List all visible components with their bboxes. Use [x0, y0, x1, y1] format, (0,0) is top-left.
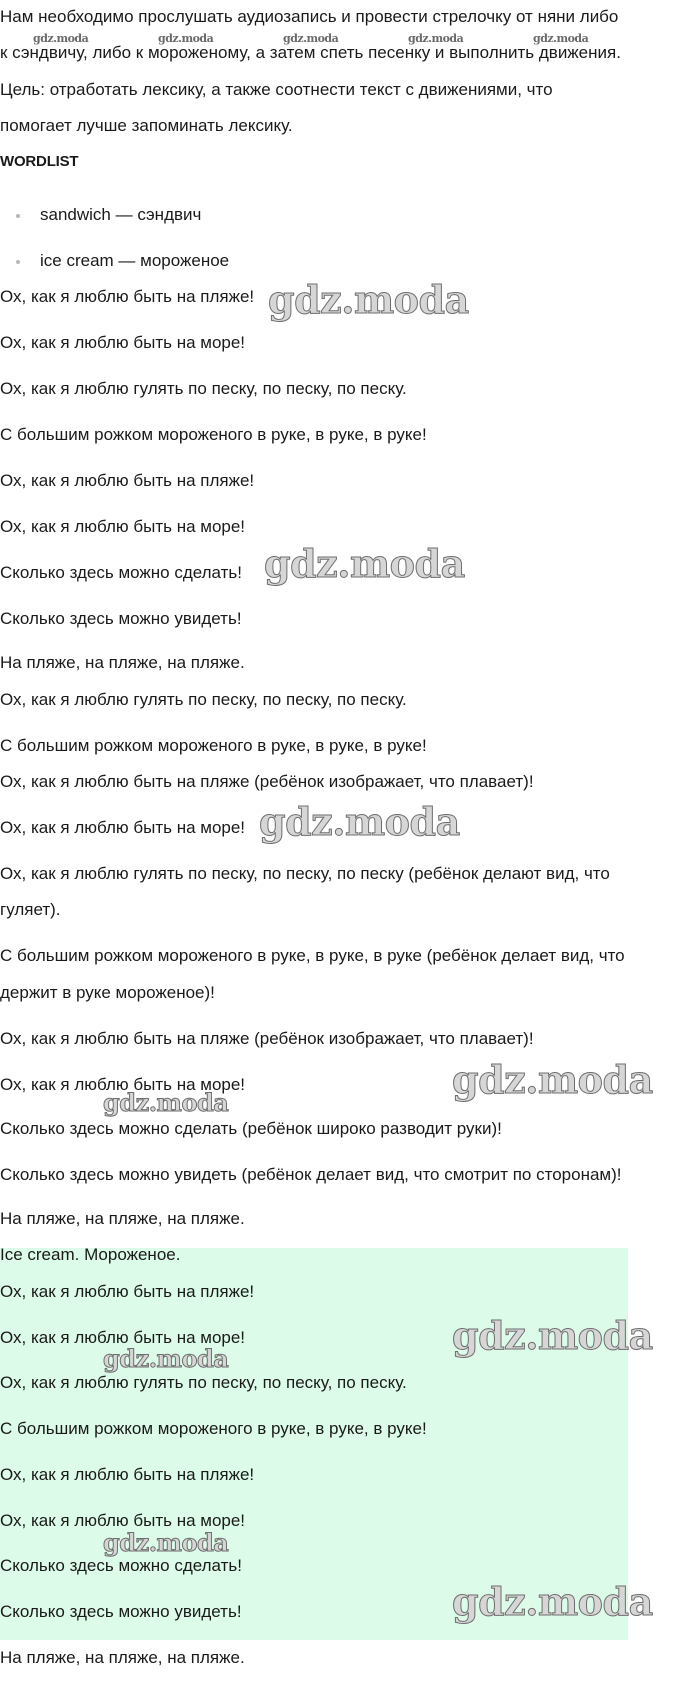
watermark: gdz.moda	[103, 1528, 229, 1557]
highlighted-line: На пляже, на пляже, на пляже.	[0, 1648, 245, 1667]
song-line: Сколько здесь можно сделать (ребёнок широко разводит руки)!	[0, 1119, 502, 1138]
song-line: Сколько здесь можно увидеть (ребёнок делает вид, что смотрит по сторонам)!	[0, 1165, 622, 1184]
song-line: Ох, как я люблю быть на пляже (ребёнок изображает, что плавает)!	[0, 1029, 534, 1048]
song-line: Ice cream. Мороженое.	[0, 1245, 181, 1264]
song-line: Ох, как я люблю быть на море!	[0, 1075, 246, 1094]
song-line: Ох, как я люблю быть на море!	[0, 818, 246, 837]
song-line: Ох, как я люблю гулять по песку, по песку, по песку.	[0, 379, 407, 398]
highlighted-block	[0, 1248, 628, 1640]
highlighted-line: Ох, как я люблю быть на море!	[0, 1511, 246, 1530]
song-line: Ох, как я люблю гулять по песку, по песку, по песку (ребёнок делают вид, что	[0, 864, 610, 883]
song-line: Ох, как я люблю быть на пляже (ребёнок изображает, что плавает)!	[0, 772, 534, 791]
wordlist-item: ice cream — мороженое	[40, 251, 230, 270]
wordlist-item: sandwich — сэндвич	[40, 205, 202, 224]
highlighted-line: Ох, как я люблю быть на море!	[0, 1328, 246, 1347]
song-line: гуляет).	[0, 900, 61, 919]
song-line: Ох, как я люблю быть на море!	[0, 517, 246, 536]
watermark: gdz.moda	[264, 541, 465, 586]
watermark: gdz.moda	[33, 32, 89, 45]
song-line: Ох, как я люблю быть на пляже!	[0, 287, 255, 306]
song-line: держит в руке мороженое)!	[0, 983, 215, 1002]
song-line: Ох, как я люблю гулять по песку, по песку, по песку.	[0, 690, 407, 709]
watermark: gdz.moda	[158, 32, 214, 45]
song-line: С большим рожком мороженого в руке, в руке, в руке (ребёнок делает вид, что	[0, 946, 625, 965]
watermark: gdz.moda	[283, 32, 339, 45]
highlighted-line: Ох, как я люблю гулять по песку, по песку, по песку.	[0, 1373, 407, 1392]
song-line: С большим рожком мороженого в руке, в руке, в руке!	[0, 425, 427, 444]
song-line: С большим рожком мороженого в руке, в руке, в руке!	[0, 736, 427, 755]
highlighted-line: Ох, как я люблю быть на пляже!	[0, 1282, 255, 1301]
song-line: Сколько здесь можно сделать!	[0, 563, 243, 582]
list-bullet	[16, 260, 20, 264]
watermark: gdz.moda	[268, 277, 469, 322]
intro-text-line-2: к сэндвичу, либо к мороженому, а затем спеть песенку и выполнить движения.	[0, 43, 621, 62]
song-line: На пляже, на пляже, на пляже.	[0, 653, 245, 672]
highlighted-line: Сколько здесь можно сделать!	[0, 1556, 243, 1575]
song-line: На пляже, на пляже, на пляже.	[0, 1209, 245, 1228]
watermark: gdz.moda	[533, 32, 589, 45]
watermark: gdz.moda	[259, 799, 460, 844]
wordlist-title: WORDLIST	[0, 153, 79, 170]
song-line: Ох, как я люблю быть на море!	[0, 333, 246, 352]
song-line: Сколько здесь можно увидеть!	[0, 609, 242, 628]
highlighted-line: Ох, как я люблю быть на пляже!	[0, 1465, 255, 1484]
watermark: gdz.moda	[103, 1344, 229, 1373]
intro-text-line-1: Нам необходимо прослушать аудиозапись и провести стрелочку от няни либо	[0, 7, 619, 26]
watermark: gdz.moda	[103, 1088, 229, 1117]
goal-text-line-2: помогает лучше запоминать лексику.	[0, 116, 293, 135]
watermark: gdz.moda	[452, 1057, 653, 1102]
watermark: gdz.moda	[408, 32, 464, 45]
highlighted-line: С большим рожком мороженого в руке, в руке, в руке!	[0, 1419, 427, 1438]
highlighted-line: Сколько здесь можно увидеть!	[0, 1602, 242, 1621]
goal-text-line-1: Цель: отработать лексику, а также соотнести текст с движениями, что	[0, 80, 553, 99]
watermark: gdz.moda	[452, 1579, 653, 1624]
list-bullet	[16, 214, 20, 218]
watermark: gdz.moda	[452, 1313, 653, 1358]
song-line: Ох, как я люблю быть на пляже!	[0, 471, 255, 490]
